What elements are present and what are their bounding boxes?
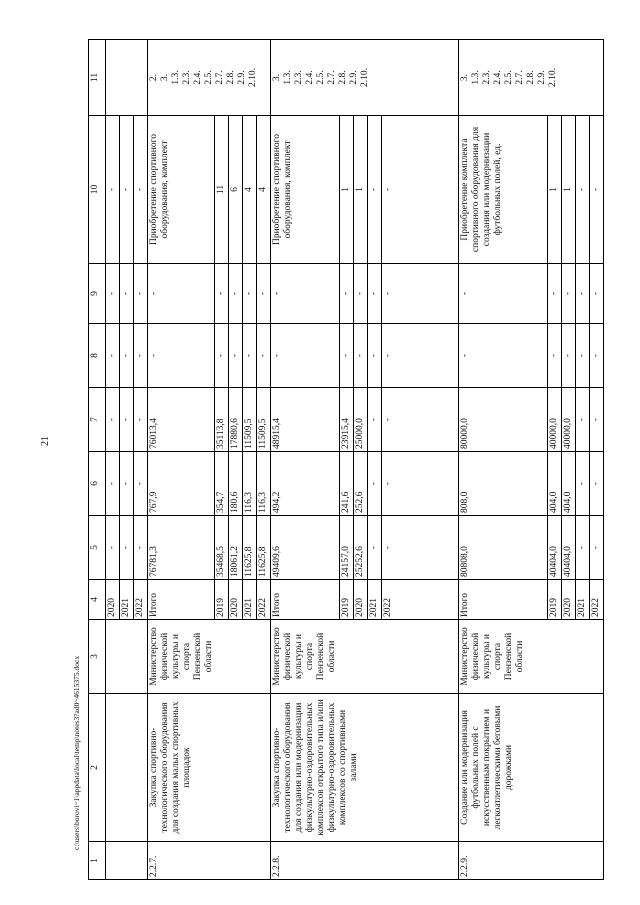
table-row: 2020 18061,2 180,6 17880,6 - - 6	[229, 40, 243, 880]
rotated-table-container	[88, 40, 610, 880]
table-row: 2022 - - - - - -	[134, 40, 148, 880]
program-activities-table	[88, 39, 604, 880]
activity-number: 2.2.8.	[271, 842, 459, 880]
table-row: 2021 - - - - - -	[368, 40, 382, 880]
total-value: -	[148, 264, 215, 324]
table-row: 2021 11625,8 116,3 11509,5 - - 4	[243, 40, 257, 880]
indicator-name: Приобретение спортивного оборудования, комплект	[148, 116, 215, 264]
activity-executor: Министерство физической культуры и спорта Пензенской области	[459, 620, 604, 694]
total-value: 494,2	[271, 452, 340, 516]
total-value: 80808,0	[459, 516, 548, 580]
col-header-4: 4	[89, 580, 106, 620]
links-cell: 3. 1.3. 2.3. 2.4. 2.5. 2.7. 2.8. 2.9. 2.10.	[271, 40, 459, 116]
total-value: -	[271, 324, 340, 388]
activity-name: Закупка спортивно-технологического оборудования для создания или модернизации физкультурно-оздоровительных комплексов открытого типа и/или физкультурно-оздоровительных комплексов со спортивными залами	[271, 694, 459, 842]
total-value: -	[271, 264, 340, 324]
col-header-3: 3	[89, 620, 106, 694]
col-header-10: 10	[89, 116, 106, 264]
total-value: -	[459, 264, 548, 324]
table-row: 2020 25252,6 252,6 25000,0 - - 1	[354, 40, 368, 880]
total-value: 48915,4	[271, 388, 340, 452]
total-value: 80000,0	[459, 388, 548, 452]
total-value: 767,9	[148, 452, 215, 516]
year-cell: 2021	[120, 580, 134, 620]
activity-row-2-2-9	[459, 40, 548, 880]
activity-number: 2.2.7.	[148, 842, 271, 880]
itogo-label: Итого	[459, 580, 548, 620]
total-value: 76781,3	[148, 516, 215, 580]
col-header-11: 11	[89, 40, 106, 116]
table-row: 2019 40404,0 404,0 40000,0 - - 1	[548, 40, 562, 880]
total-value: 808,0	[459, 452, 548, 516]
col-header-9: 9	[89, 264, 106, 324]
col-header-2: 2	[89, 694, 106, 842]
indicator-name: Приобретение спортивного оборудования, комплект	[271, 116, 340, 264]
table-row: 2020 - - - - - -	[106, 40, 120, 880]
total-value: 49409,6	[271, 516, 340, 580]
itogo-label: Итого	[271, 580, 340, 620]
activity-row-2-2-8	[271, 40, 340, 880]
year-cell: 2022	[134, 580, 148, 620]
table-row: 2022 11625,8 116,3 11509,5 - - 4	[257, 40, 271, 880]
page-number: 21	[40, 436, 51, 446]
activity-name: Создание или модернизация футбольных полей с искусственным покрытием и легкоатлетическими беговыми дорожками	[459, 694, 604, 842]
table-row: 2019 35468,5 354,7 35113,8 - - 11	[215, 40, 229, 880]
col-header-1: 1	[89, 842, 106, 880]
total-value: -	[148, 324, 215, 388]
indicator-name: Приобретение комплекта спортивного оборудования для создания или модернизации футбольных полей, ед.	[459, 116, 548, 264]
total-value: -	[459, 324, 548, 388]
activity-executor: Министерство физической культуры и спорта Пензенской области	[148, 620, 271, 694]
year-cell: 2020	[106, 580, 120, 620]
table-row: 2022 - - - - - -	[590, 40, 604, 880]
itogo-label: Итого	[148, 580, 215, 620]
activity-name: Закупка спортивно-технологического оборудования для создания малых спортивных площадок	[148, 694, 271, 842]
col-header-7: 7	[89, 388, 106, 452]
col-header-5: 5	[89, 516, 106, 580]
column-number-row	[89, 40, 106, 880]
table-row: 2021 - - - - - -	[120, 40, 134, 880]
col-header-8: 8	[89, 324, 106, 388]
col-header-6: 6	[89, 452, 106, 516]
table-row: 2019 24157,0 241,6 23915,4 - - 1	[340, 40, 354, 880]
table-row: 2021 - - - - - -	[576, 40, 590, 880]
total-value: 76013,4	[148, 388, 215, 452]
activity-row-2-2-7	[148, 40, 215, 880]
links-cell: 2. 3. 1.3. 2.3. 2.4. 2.5. 2.7. 2.8. 2.9. 2.10.	[148, 40, 271, 116]
activity-number: 2.2.9.	[459, 842, 604, 880]
links-cell: 3. 1.3. 2.3. 2.4. 2.5. 2.7. 2.8. 2.9. 2.10.	[459, 40, 604, 116]
table-row: 2022 - - - - - -	[382, 40, 459, 880]
file-path-footer: c:\users\borovi~1\appdata\local\temp\notes3?ad0~4615375.docx	[72, 655, 81, 850]
table-row: 2020 40404,0 404,0 40000,0 - - 1	[562, 40, 576, 880]
activity-executor: Министерство физической культуры и спорта Пензенской области	[271, 620, 459, 694]
